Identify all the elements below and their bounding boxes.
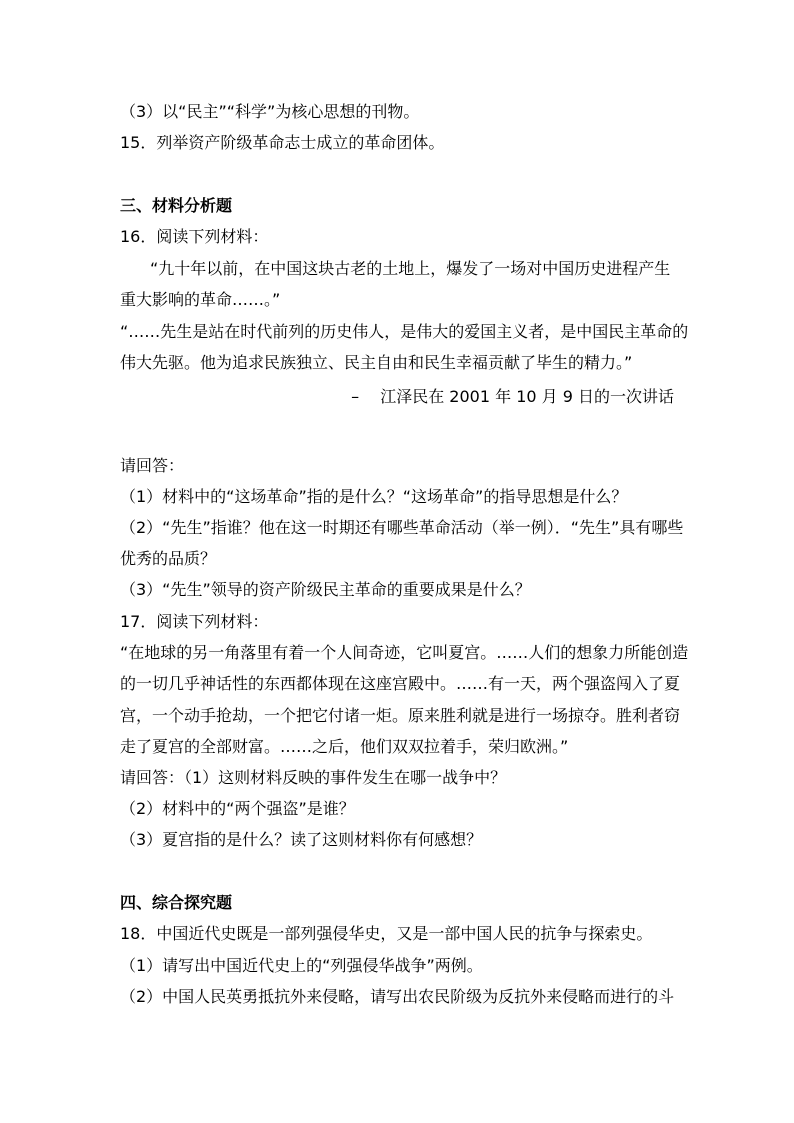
q17-quote-line-1: “在地球的另一角落里有着一个人间奇迹，它叫夏宫。……人们的想象力所能创造 [120, 643, 689, 662]
q18-sub-1: （1）请写出中国近代史上的“列强侵华战争”两例。 [120, 956, 483, 975]
q16-sub-2-line-2: 优秀的品质？ [120, 549, 217, 568]
q16-quote-line-4: 伟大先驱。他为追求民族独立、民主自由和民生幸福贡献了毕生的精力。” [120, 353, 633, 372]
q17-sub-2: （2）材料中的“两个强盗”是谁？ [120, 799, 355, 818]
q16-sub-1: （1）材料中的“这场革命”指的是什么？“这场革命”的指导思想是什么？ [120, 487, 628, 506]
q17-quote-line-4: 走了夏宫的全部财富。……之后，他们双双拉着手，荣归欧洲。” [120, 737, 569, 756]
q17-quote-line-2: 的一切几乎神话性的东西都体现在这座宫殿中。……有一天，两个强盗闯入了夏 [120, 674, 681, 693]
q16-quote-line-3: “……先生是站在时代前列的历史伟人，是伟大的爱国主义者，是中国民主革命的 [120, 322, 689, 341]
q16-sub-3: （3）“先生”领导的资产阶级民主革命的重要成果是什么？ [120, 580, 531, 599]
q17-sub-3: （3）夏宫指的是什么？读了这则材料你有何感想？ [120, 830, 483, 849]
question-18: 18．中国近代史既是一部列强侵华史，又是一部中国人民的抗争与探索史。 [120, 924, 653, 943]
section-heading-comprehensive: 四、综合探究题 [120, 893, 233, 912]
question-15: 15．列举资产阶级革命志士成立的革命团体。 [120, 133, 445, 152]
question-16: 16．阅读下列材料： [120, 227, 269, 246]
q16-please-answer: 请回答： [120, 456, 185, 475]
q16-quote-line-1: “九十年以前，在中国这块古老的土地上，爆发了一场对中国历史进程产生 [150, 259, 671, 278]
q16-sub-2-line-1: （2）“先生”指谁？他在这一时期还有哪些革命活动（举一例）．“先生”具有哪些 [120, 518, 684, 537]
section-heading-material-analysis: 三、材料分析题 [120, 196, 233, 215]
q14-item-3: （3）以“民主”“科学”为核心思想的刊物。 [120, 102, 420, 121]
q17-quote-line-3: 宫，一个动手抢劫，一个把它付诸一炬。原来胜利就是进行一场掠夺。胜利者窃 [120, 706, 681, 725]
q16-quote-source: – 江泽民在 2001 年 10 月 9 日的一次讲话 [351, 387, 674, 406]
question-17: 17．阅读下列材料： [120, 612, 269, 631]
q16-quote-line-2: 重大影响的革命……。” [120, 290, 281, 309]
q18-sub-2: （2）中国人民英勇抵抗外来侵略，请写出农民阶级为反抗外来侵略而进行的斗 [120, 987, 675, 1006]
q17-sub-1: 请回答：（1）这则材料反映的事件发生在哪一战争中？ [120, 768, 507, 787]
